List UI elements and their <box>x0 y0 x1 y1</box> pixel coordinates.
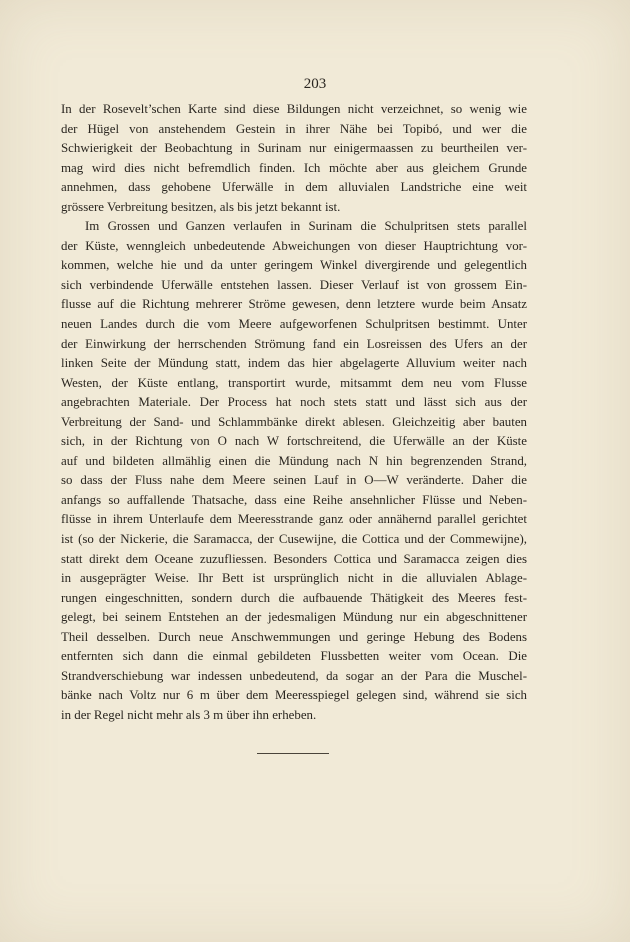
text-line: Strandverschiebung war indessen unbedeutend, da sogar an der Para die Muschel- <box>61 668 527 683</box>
text-line: Theil desselben. Durch neue Anschwemmungen und geringe Hebung des Bodens <box>61 629 527 644</box>
text-line: auf und bildeten allmählig einen die Mündung nach N hin begrenzenden Strand, <box>61 453 527 468</box>
text-line: der Hügel von anstehendem Gestein in ihrer Nähe bei Topibó, und wer die <box>61 121 527 136</box>
text-line: neuen Landes durch die vom Meere aufgeworfenen Schulpritsen bestimmt. Unter <box>61 317 527 332</box>
text-line: Verbreitung der Sand- und Schlammbänke direkt ablesen. Gleichzeitig aber bauten <box>61 414 527 429</box>
text-line: annehmen, dass gehobene Uferwälle in dem alluvialen Landstriche eine weit <box>61 180 527 195</box>
text-line: in ausgeprägter Weise. Ihr Bett ist ursprünglich nicht in die alluvialen Ablage- <box>61 571 527 586</box>
text-line: rungen eingeschnitten, sondern durch die aufbauende Thätigkeit des Meeres fest- <box>61 590 527 605</box>
text-line: Westen, der Küste entlang, transportirt wurde, mitsammt dem neu vom Flusse <box>61 375 527 390</box>
text-line: sich verbindende Uferwälle entstehen lassen. Dieser Verlauf ist von grossem Ein- <box>61 277 527 292</box>
paragraph <box>61 100 527 217</box>
text-line: gelegt, bei seinem Entstehen an der jedesmaligen Mündung nur ein abgeschnittener <box>61 610 527 625</box>
text-line: bänke nach Voltz nur 6 m über dem Meeresspiegel gelegen sind, während sie sich <box>61 688 527 703</box>
text-line: der Küste, wenngleich unbedeutende Abweichungen von dieser Hauptrichtung vor- <box>61 238 527 253</box>
text-line: flusse auf die Richtung mehrerer Ströme gewesen, denn letztere wurde beim Ansatz <box>61 297 527 312</box>
text-line: anfangs so auffallende Thatsache, dass eine Reihe ansehnlicher Flüsse und Neben- <box>61 492 527 507</box>
text-line: kommen, welche hie und da unter geringem Winkel divergirende und gelegentlich <box>61 258 527 273</box>
section-divider-rule <box>257 753 329 754</box>
text-line: entfernten sich dann die einmal gebildeten Flussbetten weiter vom Ocean. Die <box>61 649 527 664</box>
page-number: 203 <box>303 76 327 92</box>
text-line: Im Grossen und Ganzen verlaufen in Surinam die Schulpritsen stets parallel <box>85 219 527 234</box>
text-line: angebrachten Materiale. Der Process hat noch stets statt und lässt sich aus der <box>61 395 527 410</box>
text-line: flüsse in ihrem Unterlaufe dem Meeresstrande ganz oder annähernd parallel gerichtet <box>61 512 527 527</box>
text-line: In der Rosevelt’schen Karte sind diese Bildungen nicht verzeichnet, so wenig wie <box>61 102 527 116</box>
text-line: ist (so der Nickerie, die Saramacca, der Cusewijne, die Cottica und der Commewijne), <box>61 532 527 547</box>
text-line: mag wird dies nicht befremdlich finden. Ich möchte aber aus gleichem Grunde <box>61 160 527 175</box>
text-line: grössere Verbreitung besitzen, als bis jetzt bekannt ist. <box>61 199 341 214</box>
text-line: Schwierigkeit der Beobachtung in Surinam nur einigermaassen zu beurtheilen ver- <box>61 141 527 156</box>
body-text <box>61 100 527 726</box>
paragraph <box>61 217 527 725</box>
text-line: sich, in der Richtung von O nach W fortschreitend, die Uferwälle an der Küste <box>61 434 527 449</box>
text-line: linken Seite der Mündung statt, indem das hier abgelagerte Alluvium weiter nach <box>61 356 527 371</box>
text-line: statt direkt dem Oceane zuzufliessen. Besonders Cottica und Saramacca zeigen dies <box>61 551 527 566</box>
text-line: in der Regel nicht mehr als 3 m über ihn erheben. <box>61 707 317 722</box>
text-line: so dass der Fluss nahe dem Meere seinen Lauf in O—W veränderte. Daher die <box>61 473 527 488</box>
text-line: der Einwirkung der herrschenden Strömung fand ein Losreissen des Ufers an der <box>61 336 527 351</box>
